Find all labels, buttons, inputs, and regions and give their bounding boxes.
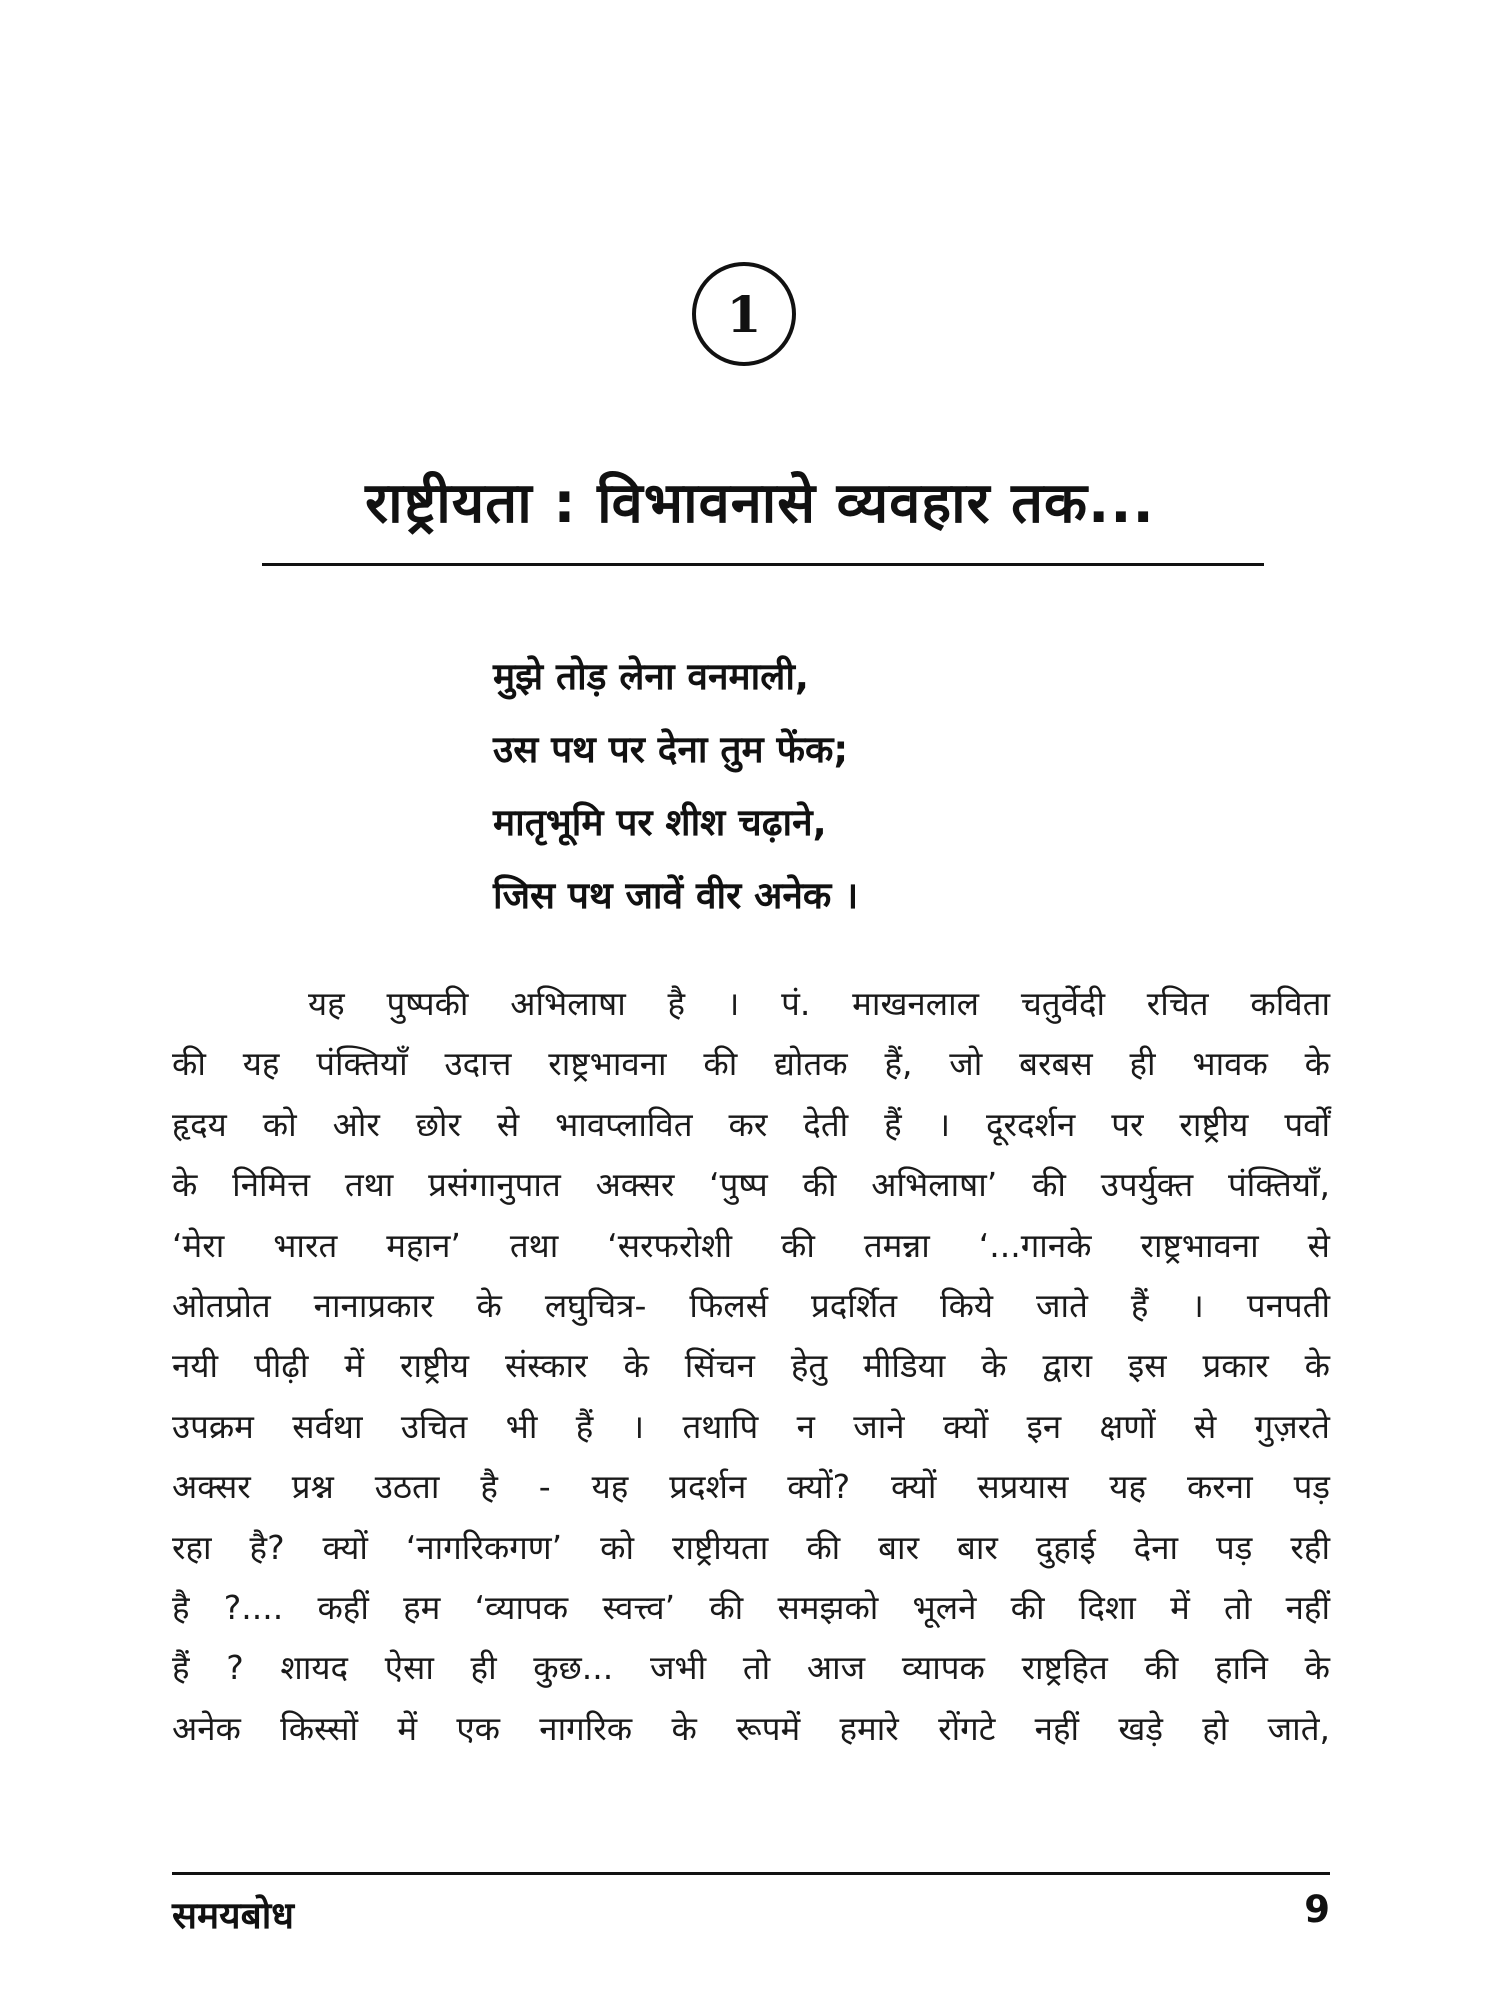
paragraph-line: हैं ? शायद ऐसा ही कुछ... जभी तो आज व्यापक राष्ट्रहित की हानि के: [172, 1648, 1330, 1688]
poem-line: उस पथ पर देना तुम फेंक;: [493, 728, 849, 771]
paragraph-line: रहा है? क्यों ‘नागरिकगण’ को राष्ट्रीयता की बार बार दुहाई देना पड़ रही: [172, 1527, 1330, 1567]
poem-line: जिस पथ जावें वीर अनेक ।: [493, 874, 859, 917]
paragraph-line: अक्सर प्रश्न उठता है - यह प्रदर्शन क्यों? क्यों सप्रयास यह करना पड़: [172, 1467, 1330, 1507]
paragraph-line: यह पुष्पकी अभिलाषा है । पं. माखनलाल चतुर्वेदी रचित कविता: [308, 984, 1330, 1023]
chapter-number-badge: [692, 262, 796, 366]
paragraph-line: हृदय को ओर छोर से भावप्लावित कर देती हैं । दूरदर्शन पर राष्ट्रीय पर्वों: [172, 1104, 1330, 1144]
footer-divider: [172, 1872, 1330, 1875]
chapter-number: 1: [726, 284, 762, 344]
paragraph-line: उपक्रम सर्वथा उचित भी हैं । तथापि न जाने क्यों इन क्षणों से गुज़रते: [172, 1406, 1330, 1446]
poem-stanza: [493, 640, 1113, 932]
paragraph-line: ‘मेरा भारत महान’ तथा ‘सरफरोशी की तमन्ना ‘...गानके राष्ट्रभावना से: [172, 1225, 1330, 1265]
footer-book-title: समयबोध: [172, 1894, 295, 1937]
chapter-title: राष्ट्रीयता : विभावनासे व्यवहार तक...: [365, 471, 1155, 536]
paragraph-line: अनेक किस्सों में एक नागरिक के रूपमें हमारे रोंगटे नहीं खड़े हो जाते,: [172, 1708, 1330, 1748]
paragraph-line: के निमित्त तथा प्रसंगानुपात अक्सर ‘पुष्प की अभिलाषा’ की उपर्युक्त पंक्तियाँ,: [172, 1165, 1330, 1205]
poem-line: मातृभूमि पर शीश चढ़ाने,: [493, 801, 827, 844]
paragraph-line: है ?.... कहीं हम ‘व्यापक स्वत्त्व’ की समझको भूलने की दिशा में तो नहीं: [172, 1587, 1330, 1627]
paragraph-line: ओतप्रोत नानाप्रकार के लघुचित्र- फिलर्स प्रदर्शित किये जाते हैं । पनपती: [172, 1285, 1330, 1325]
title-underline-divider: [262, 563, 1264, 566]
footer-page-number: 9: [1304, 1888, 1330, 1931]
paragraph-line: नयी पीढ़ी में राष्ट्रीय संस्कार के सिंचन हेतु मीडिया के द्वारा इस प्रकार के: [172, 1346, 1330, 1386]
poem-line: मुझे तोड़ लेना वनमाली,: [493, 655, 809, 698]
paragraph-line: की यह पंक्तियाँ उदात्त राष्ट्रभावना की द्योतक हैं, जो बरबस ही भावक के: [172, 1044, 1330, 1084]
body-paragraph: [172, 974, 1330, 1759]
